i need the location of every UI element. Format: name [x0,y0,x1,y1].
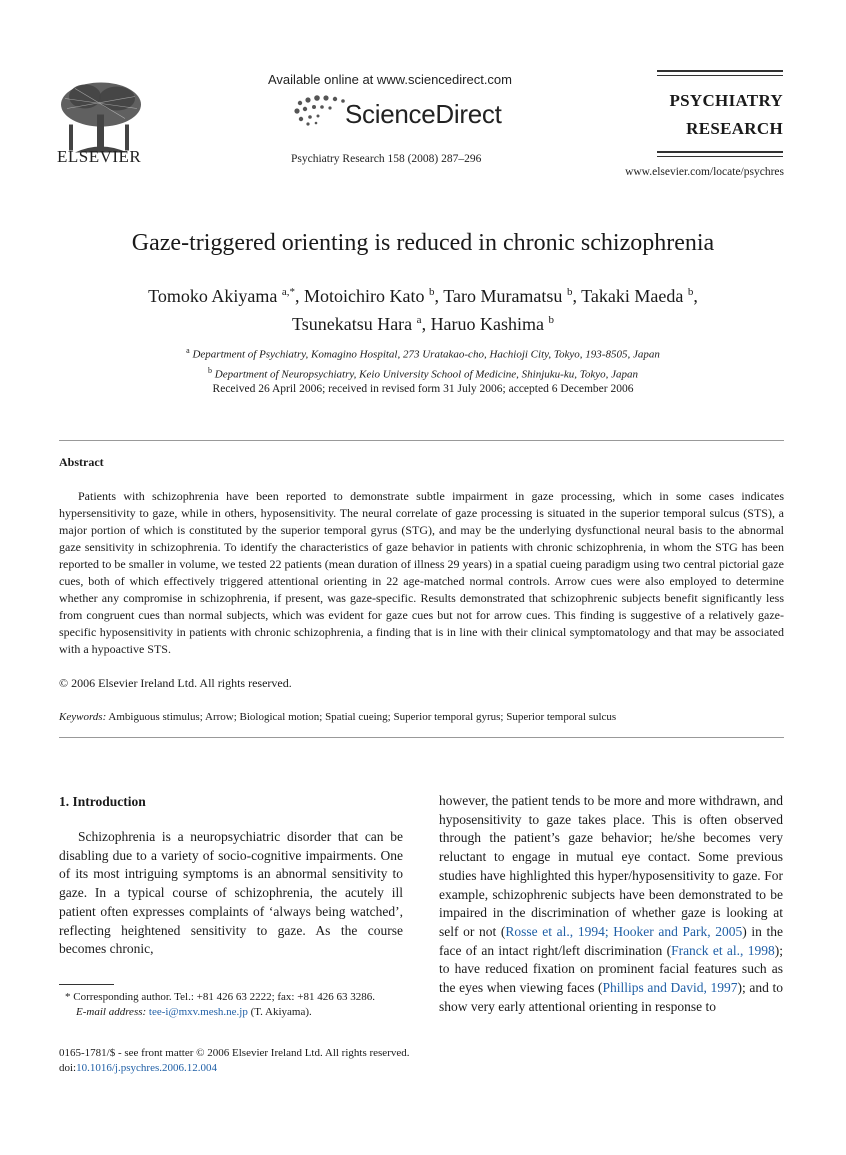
journal-name [657,87,783,143]
abstract-heading: Abstract [59,455,104,469]
abstract-copyright: © 2006 Elsevier Ireland Ltd. All rights reserved. [59,676,292,690]
affiliation [60,363,786,383]
body-column-left [59,828,403,959]
doi-line [59,1061,410,1076]
author-affil-mark: b [687,286,694,298]
journal-name-line1: PSYCHIATRY [669,91,783,110]
author-affil-mark: b [548,314,555,326]
affiliation-text: Department of Neuropsychiatry, Keio University School of Medicine, Shinjuku-ku, Tokyo, Japan [214,368,638,381]
footnote [59,990,403,1020]
affiliation-mark: a [186,346,190,355]
footnote-rule [59,984,114,985]
section-heading: 1. Introduction [59,794,146,809]
citation-link[interactable]: Rosse et al., 1994; Hooker and Park, 2005 [505,923,743,939]
journal-masthead [657,70,783,157]
corresponding-author: * Corresponding author. Tel.: +81 426 63 2222; fax: +81 426 63 3286. [65,991,375,1003]
masthead-rule [657,151,783,153]
author-affil-mark: b [566,286,573,298]
text-run: ); to have reduced fixation on prominent facial features such as the eyes when viewing faces ( [439,942,783,996]
sciencedirect-logo-icon [292,93,352,129]
received-dates: Received 26 April 2006; received in revised form 31 July 2006; accepted 6 December 2006 [212,383,634,395]
author-name[interactable]: Haruo Kashima [430,314,545,334]
email-label: E-mail address: [76,1006,147,1018]
abstract-text: Patients with schizophrenia have been reported to demonstrate subtle impairment in gaze processing, which in some cases indicates hypersensitivity to gaze, while in others, hyposensitivity. The neural correlate of gaze processing is situated in the superior temporal sulcus (STS), a major portion of which is constituted by the superior temporal gyrus (STG), and may be the underlying dysfunctional neural basis to the abnormal gaze sensitivity in schizophrenia. To identify the characteristics of gaze behavior in patients with chronic schizophrenia, in whom the STG has been reported to be smaller in volume, we tested 22 patients (mean duration of illness 29 years) in a spatial cueing paradigm using two central pictorial gaze cues, both of which effectively triggered attentional orienting in 22 age-matched normal controls. Arrow cues were also employed to determine whether any compromise in schizophrenia, if present, was gaze-specific. Results demonstrated that schizophrenic subjects benefit significantly less from congruent cues than normal subjects, which was evident for gaze cues but not for arrow cues. This finding is suggestive of a relatively gaze-specific hyposensitivity in patients with chronic schizophrenia, a finding that is in line with their clinical symptomatology and that may be associated with a hypoactive STS. [59,489,784,656]
masthead-rule [657,70,783,72]
affiliation-mark: b [208,365,213,375]
author-name[interactable]: Takaki Maeda [581,286,684,306]
journal-url[interactable]: www.elsevier.com/locate/psychres [625,166,784,178]
sciencedirect-wordmark: ScienceDirect [345,99,502,129]
journal-name-line2: RESEARCH [686,119,783,138]
author-name[interactable]: Taro Muramatsu [443,286,563,306]
affiliation [60,343,786,363]
author-name[interactable]: Tomoko Akiyama [148,286,278,306]
available-online-text: Available online at www.sciencedirect.com [268,72,512,87]
author-name[interactable]: Motoichiro Kato [304,286,425,306]
publisher-name: ELSEVIER [57,147,142,166]
text-run: ) in the face of an intact right/left discrimination ( [439,923,784,958]
front-matter: 0165-1781/$ - see front matter © 2006 Elsevier Ireland Ltd. All rights reserved. [59,1047,410,1059]
divider [59,737,784,738]
citation-link[interactable]: Franck et al., 1998 [671,942,775,958]
doi-link[interactable]: 10.1016/j.psychres.2006.12.004 [76,1062,217,1074]
paragraph [439,792,783,1016]
email-suffix: (T. Akiyama). [247,1006,312,1018]
doi-label: doi: [59,1062,77,1074]
body-column-right [439,792,783,1016]
affiliation-text: Department of Psychiatry, Komagino Hospital, 273 Uratakao-cho, Hachioji City, Tokyo, 193-8505, Japan [192,348,660,361]
paragraph: Schizophrenia is a neuropsychiatric disorder that can be disabling due to a variety of socio-cognitive impairments. One of its most intriguing symptoms is an abnormal sensitivity to gaze. In a typical course of schizophrenia, the acutely ill patient often expresses complaints of ‘always being watched’, reflecting heightened sensitivity to gaze. As the course becomes chronic, [59,829,403,957]
masthead-rule [657,75,783,76]
masthead-rule [657,156,783,157]
keywords-list: Ambiguous stimulus; Arrow; Biological motion; Spatial cueing; Superior temporal gyrus; Superior temporal sulcus [108,711,617,723]
affiliations [60,343,786,382]
email-link[interactable]: tee-i@mxv.mesh.ne.jp [148,1006,248,1018]
text-run: however, the patient tends to be more and more withdrawn, and hyposensitivity to gaze takes place. This is often observed through the patient’s gaze behavior; he/she becomes very reluctant to engage in mutual eye contact. Some previous studies have highlighted this hyper/hyposensitivity to gaze. For example, schizophrenic subjects have been demonstrated to be impaired in the discrimination of whether gaze is looking at self or not ( [439,793,783,939]
citation-link[interactable]: Phillips and David, 1997 [602,980,738,996]
divider [59,440,784,441]
author-name[interactable]: Tsunekatsu Hara [291,314,413,334]
article-title: Gaze-triggered orienting is reduced in chronic schizophrenia [131,230,715,256]
author-affil-mark: a,* [281,286,296,298]
text-run: ); and to show very early attentional orienting in response to [439,980,783,1014]
author-affil-mark: b [429,286,435,298]
author-list: Tomoko Akiyama $^{a,*}$, Motoichiro Kato $^b$, Taro Muramatsu $^b$, Takaki Maeda $^b$, Tsunekatsu Hara $^a$, Haruo Kashima $^b$ [148,286,698,334]
email-line [59,1005,403,1020]
keywords [59,711,784,723]
front-matter-info [59,1046,410,1076]
journal-citation: Psychiatry Research 158 (2008) 287–296 [291,153,482,165]
author-affil-mark: a [416,314,422,326]
keywords-label: Keywords: [59,711,107,723]
